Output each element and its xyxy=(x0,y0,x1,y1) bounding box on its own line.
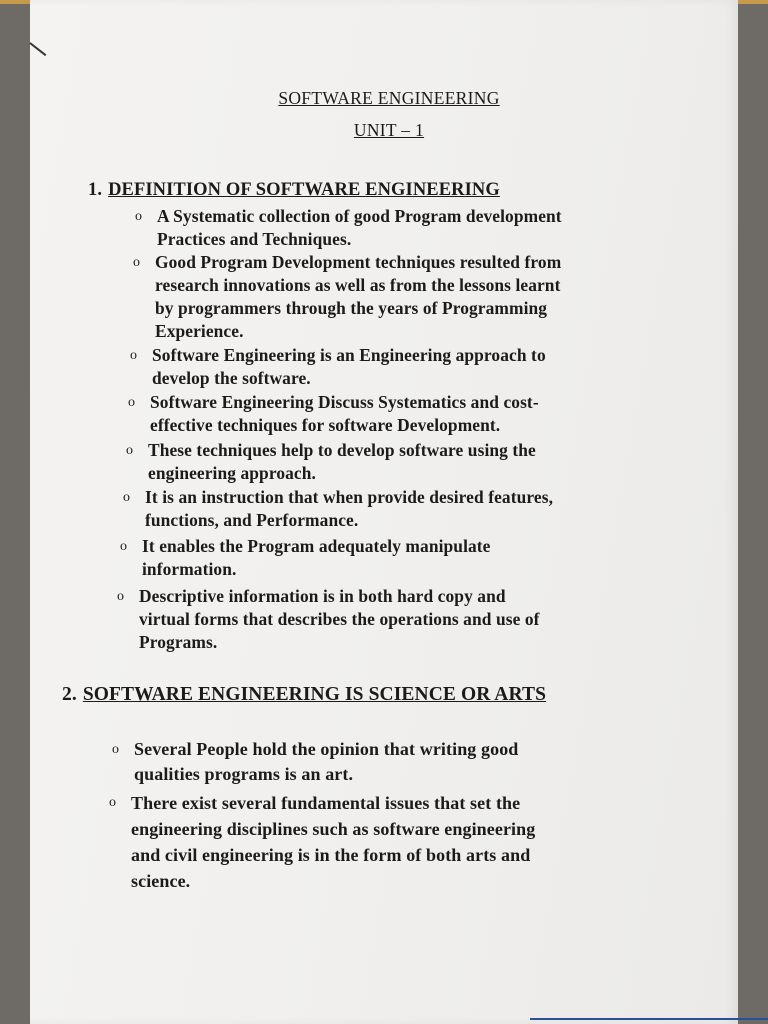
list-item-line: research innovations as well as from the lessons learnt xyxy=(155,275,561,295)
bullet-marker: o xyxy=(128,395,136,410)
document-title xyxy=(0,88,768,109)
list-item xyxy=(120,535,491,581)
list-item-line: A Systematic collection of good Program development xyxy=(157,206,562,226)
list-item-line: engineering approach. xyxy=(148,463,316,483)
list-item-line: and civil engineering is in the form of both arts and xyxy=(131,845,531,865)
list-item-line: Descriptive information is in both hard copy and xyxy=(139,586,506,606)
bullet-marker: o xyxy=(130,348,138,363)
list-item xyxy=(112,737,519,787)
list-item xyxy=(109,790,536,894)
list-item-line: engineering disciplines such as software engineering xyxy=(131,819,536,839)
list-item-line: develop the software. xyxy=(152,368,311,388)
bullet-marker: o xyxy=(126,443,134,458)
list-item xyxy=(130,344,546,390)
list-item-line: qualities programs is an art. xyxy=(134,764,354,784)
document-title-text: SOFTWARE ENGINEERING xyxy=(278,88,500,108)
list-item-line: Experience. xyxy=(155,321,244,341)
list-item-line: Software Engineering Discuss Systematics and cost- xyxy=(150,392,539,412)
bullet-marker: o xyxy=(109,795,117,810)
bullet-marker: o xyxy=(120,539,128,554)
list-item xyxy=(133,251,562,343)
section-heading-text: DEFINITION OF SOFTWARE ENGINEERING xyxy=(108,180,500,200)
list-item-line: Several People hold the opinion that writing good xyxy=(134,739,519,759)
list-item-line: Good Program Development techniques resulted from xyxy=(155,252,562,272)
list-item-line: Practices and Techniques. xyxy=(157,229,352,249)
list-item-line: There exist several fundamental issues that set the xyxy=(131,793,521,813)
list-item-line: Software Engineering is an Engineering approach to xyxy=(152,345,546,365)
list-item-line: effective techniques for software Development. xyxy=(150,415,501,435)
list-item-line: virtual forms that describes the operations and use of xyxy=(139,609,540,629)
list-item xyxy=(128,391,539,437)
section-number: 2. xyxy=(62,684,77,705)
list-item-line: Programs. xyxy=(139,632,218,652)
bottom-edge-line xyxy=(530,1018,768,1020)
unit-label-text: UNIT – 1 xyxy=(353,120,425,140)
list-item-line: science. xyxy=(131,871,191,891)
bullet-marker: o xyxy=(112,742,120,757)
list-item xyxy=(117,585,540,654)
list-item xyxy=(135,205,562,251)
bullet-marker: o xyxy=(135,209,143,224)
section-number: 1. xyxy=(88,180,103,200)
section-heading-2 xyxy=(62,684,546,706)
list-item xyxy=(126,439,536,485)
list-item-line: by programmers through the years of Programming xyxy=(155,298,548,318)
list-item-line: functions, and Performance. xyxy=(145,510,359,530)
bullet-marker: o xyxy=(123,490,131,505)
section-heading-1 xyxy=(88,180,500,201)
list-item xyxy=(123,486,554,532)
list-item-line: These techniques help to develop software using the xyxy=(148,440,536,460)
list-item-line: It enables the Program adequately manipulate xyxy=(142,536,491,556)
section-heading-text: SOFTWARE ENGINEERING IS SCIENCE OR ARTS xyxy=(82,684,547,705)
list-item-line: information. xyxy=(142,559,237,579)
unit-label xyxy=(0,120,768,141)
bullet-marker: o xyxy=(117,589,125,604)
bullet-marker: o xyxy=(133,255,141,270)
list-item-line: It is an instruction that when provide desired features, xyxy=(145,487,554,507)
